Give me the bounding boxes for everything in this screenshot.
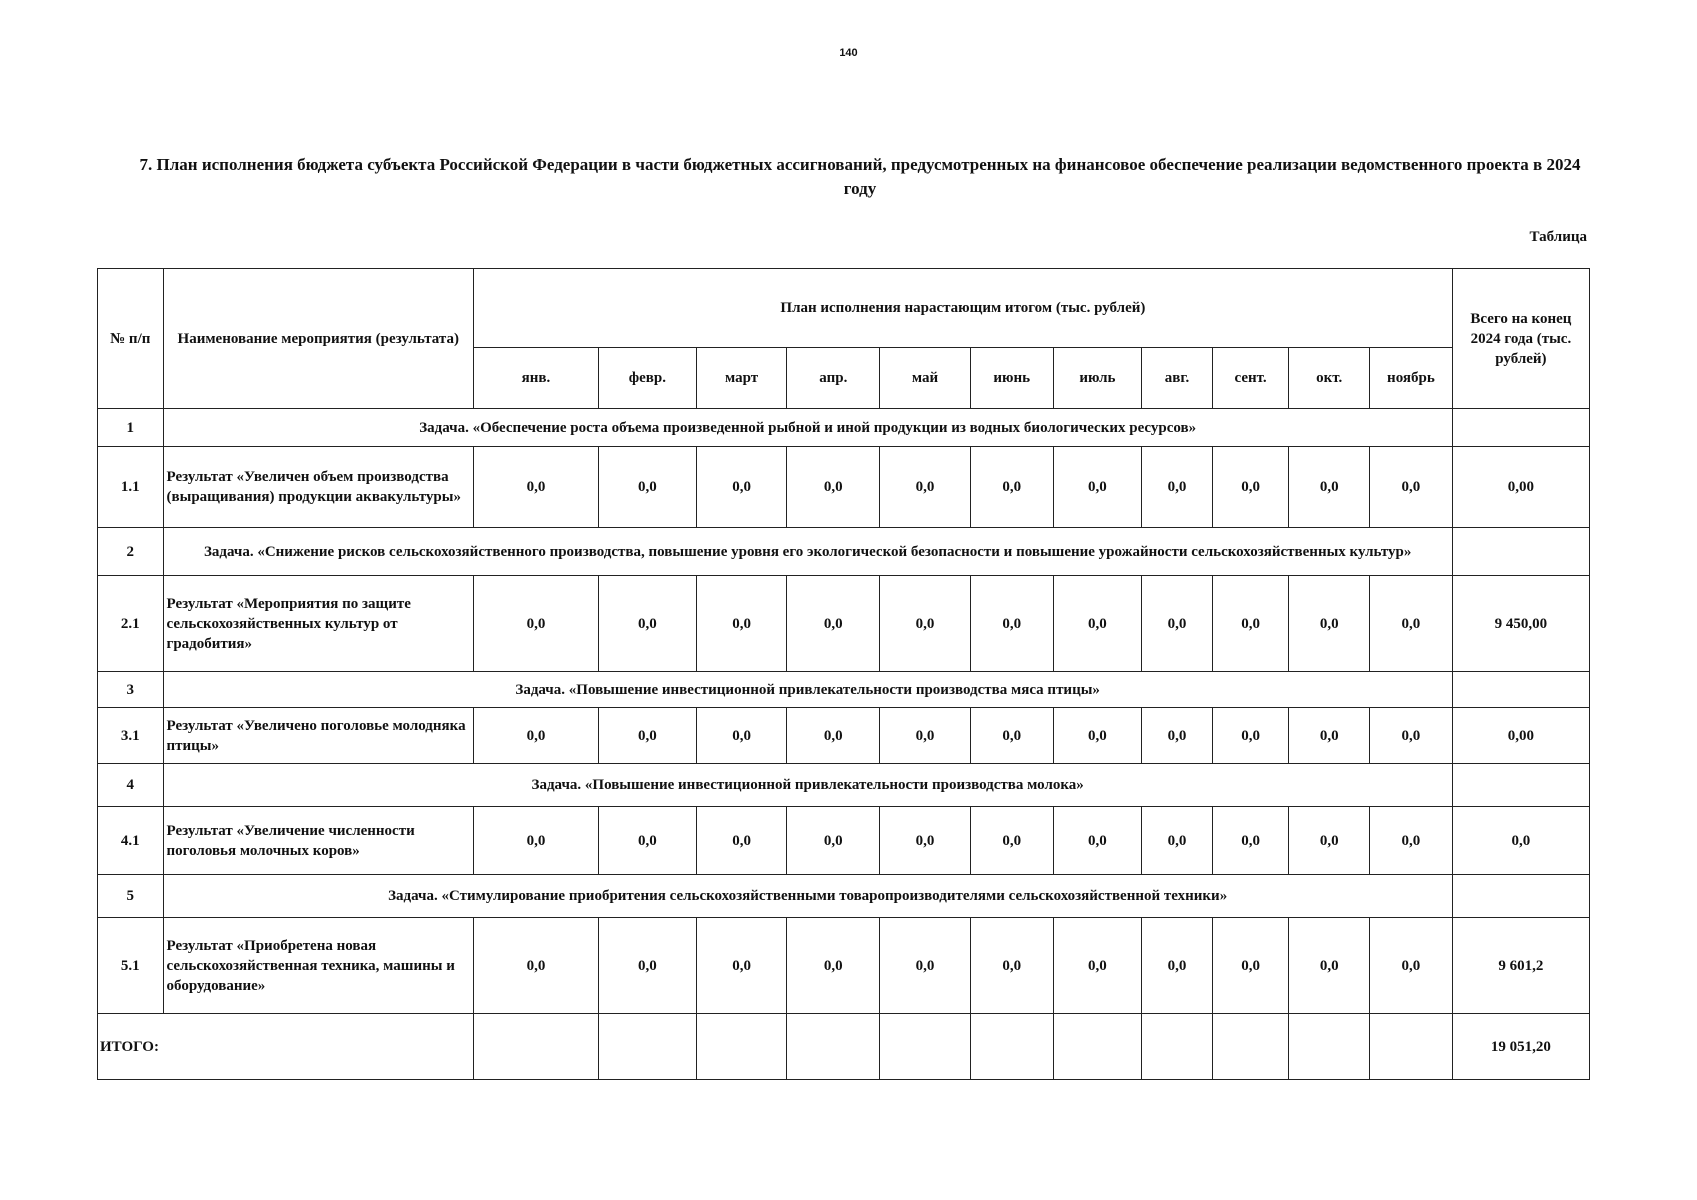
month-value: 0,0	[787, 447, 880, 528]
month-value: 0,0	[1370, 576, 1453, 672]
month-value: 0,0	[1212, 708, 1289, 764]
budget-plan-table	[97, 268, 1590, 1080]
month-value: 0,0	[1212, 918, 1289, 1014]
result-row	[98, 807, 1590, 875]
itogo-empty-cell	[1053, 1014, 1142, 1080]
month-value: 0,0	[1289, 708, 1370, 764]
task-total-empty	[1452, 528, 1589, 576]
month-value: 0,0	[880, 918, 971, 1014]
month-value: 0,0	[473, 447, 598, 528]
result-row	[98, 576, 1590, 672]
month-value: 0,0	[970, 447, 1053, 528]
month-value: 0,0	[1142, 708, 1213, 764]
result-total: 9 601,2	[1452, 918, 1589, 1014]
itogo-empty-cell	[787, 1014, 880, 1080]
month-value: 0,0	[1289, 918, 1370, 1014]
result-row	[98, 447, 1590, 528]
month-value: 0,0	[1370, 807, 1453, 875]
task-title: Задача. «Стимулирование приобритения сельскохозяйственными товаропроизводителями сельскохозяйственной техники»	[163, 875, 1452, 918]
page-title: 7. План исполнения бюджета субъекта Российской Федерации в части бюджетных ассигнований, предусмотренных на финансовое обеспечение реализации ведомственного проекта в 2024 году	[139, 155, 1581, 198]
month-value: 0,0	[970, 918, 1053, 1014]
month-value: 0,0	[598, 447, 696, 528]
itogo-total: 19 051,20	[1452, 1014, 1589, 1080]
month-value: 0,0	[696, 576, 787, 672]
task-num: 1	[98, 409, 164, 447]
itogo-empty-cell	[1212, 1014, 1289, 1080]
month-value: 0,0	[787, 708, 880, 764]
result-num: 1.1	[98, 447, 164, 528]
task-title: Задача. «Повышение инвестиционной привлекательности производства молока»	[163, 764, 1452, 807]
itogo-label: ИТОГО:	[98, 1014, 474, 1080]
task-num: 5	[98, 875, 164, 918]
itogo-empty-cell	[1142, 1014, 1213, 1080]
result-total: 9 450,00	[1452, 576, 1589, 672]
month-value: 0,0	[598, 708, 696, 764]
result-total: 0,00	[1452, 447, 1589, 528]
task-num: 2	[98, 528, 164, 576]
month-value: 0,0	[473, 918, 598, 1014]
month-value: 0,0	[473, 708, 598, 764]
month-value: 0,0	[1289, 447, 1370, 528]
header-plan: План исполнения нарастающим итогом (тыс. рублей)	[473, 269, 1452, 348]
itogo-empty-cell	[696, 1014, 787, 1080]
month-value: 0,0	[696, 447, 787, 528]
month-value: 0,0	[970, 807, 1053, 875]
month-value: 0,0	[970, 708, 1053, 764]
month-value: 0,0	[1212, 807, 1289, 875]
task-row	[98, 764, 1590, 807]
month-value: 0,0	[696, 918, 787, 1014]
month-value: 0,0	[787, 918, 880, 1014]
header-num: № п/п	[98, 269, 164, 409]
result-name: Результат «Приобретена новая сельскохозяйственная техника, машины и оборудование»	[163, 918, 473, 1014]
month-value: 0,0	[880, 807, 971, 875]
task-total-empty	[1452, 875, 1589, 918]
month-value: 0,0	[970, 576, 1053, 672]
itogo-empty-cell	[598, 1014, 696, 1080]
task-row	[98, 409, 1590, 447]
itogo-row	[98, 1014, 1590, 1080]
result-num: 2.1	[98, 576, 164, 672]
itogo-empty-cell	[880, 1014, 971, 1080]
header-month: окт.	[1289, 348, 1370, 409]
result-num: 5.1	[98, 918, 164, 1014]
result-row	[98, 708, 1590, 764]
task-title: Задача. «Обеспечение роста объема произведенной рыбной и иной продукции из водных биологических ресурсов»	[163, 409, 1452, 447]
month-value: 0,0	[880, 708, 971, 764]
header-month: ноябрь	[1370, 348, 1453, 409]
month-value: 0,0	[1370, 708, 1453, 764]
month-value: 0,0	[1289, 807, 1370, 875]
month-value: 0,0	[1053, 447, 1142, 528]
month-value: 0,0	[1053, 708, 1142, 764]
result-name: Результат «Увеличен объем производства (выращивания) продукции аквакультуры»	[163, 447, 473, 528]
result-name: Результат «Увеличено поголовье молодняка птицы»	[163, 708, 473, 764]
result-num: 4.1	[98, 807, 164, 875]
month-value: 0,0	[787, 576, 880, 672]
result-total: 0,00	[1452, 708, 1589, 764]
itogo-empty-cell	[473, 1014, 598, 1080]
task-total-empty	[1452, 672, 1589, 708]
page-number: 140	[839, 47, 858, 59]
result-total: 0,0	[1452, 807, 1589, 875]
result-num: 3.1	[98, 708, 164, 764]
month-value: 0,0	[598, 807, 696, 875]
month-value: 0,0	[1142, 447, 1213, 528]
month-value: 0,0	[1370, 918, 1453, 1014]
month-value: 0,0	[598, 918, 696, 1014]
month-value: 0,0	[696, 708, 787, 764]
task-total-empty	[1452, 764, 1589, 807]
header-month: авг.	[1142, 348, 1213, 409]
month-value: 0,0	[1142, 807, 1213, 875]
month-value: 0,0	[1142, 918, 1213, 1014]
month-value: 0,0	[1212, 576, 1289, 672]
table-caption: Таблица	[1529, 229, 1587, 245]
month-value: 0,0	[598, 576, 696, 672]
header-total: Всего на конец 2024 года (тыс. рублей)	[1452, 269, 1589, 409]
month-value: 0,0	[1370, 447, 1453, 528]
header-month: февр.	[598, 348, 696, 409]
month-value: 0,0	[1053, 576, 1142, 672]
header-month: июнь	[970, 348, 1053, 409]
result-name: Результат «Мероприятия по защите сельскохозяйственных культур от градобития»	[163, 576, 473, 672]
header-month: март	[696, 348, 787, 409]
task-num: 4	[98, 764, 164, 807]
task-title: Задача. «Повышение инвестиционной привлекательности производства мяса птицы»	[163, 672, 1452, 708]
itogo-empty-cell	[970, 1014, 1053, 1080]
task-total-empty	[1452, 409, 1589, 447]
result-row	[98, 918, 1590, 1014]
task-row	[98, 672, 1590, 708]
month-value: 0,0	[696, 807, 787, 875]
header-month: июль	[1053, 348, 1142, 409]
month-value: 0,0	[1289, 576, 1370, 672]
header-month: май	[880, 348, 971, 409]
header-month: сент.	[1212, 348, 1289, 409]
result-name: Результат «Увеличение численности поголовья молочных коров»	[163, 807, 473, 875]
itogo-empty-cell	[1370, 1014, 1453, 1080]
itogo-empty-cell	[1289, 1014, 1370, 1080]
month-value: 0,0	[880, 447, 971, 528]
task-num: 3	[98, 672, 164, 708]
month-value: 0,0	[473, 807, 598, 875]
header-month: янв.	[473, 348, 598, 409]
header-name: Наименование мероприятия (результата)	[163, 269, 473, 409]
task-row	[98, 875, 1590, 918]
task-title: Задача. «Снижение рисков сельскохозяйственного производства, повышение уровня его экологической безопасности и повышение урожайности сельскохозяйственных культур»	[163, 528, 1452, 576]
task-row	[98, 528, 1590, 576]
month-value: 0,0	[473, 576, 598, 672]
month-value: 0,0	[1053, 918, 1142, 1014]
month-value: 0,0	[880, 576, 971, 672]
header-month: апр.	[787, 348, 880, 409]
month-value: 0,0	[1142, 576, 1213, 672]
month-value: 0,0	[787, 807, 880, 875]
month-value: 0,0	[1212, 447, 1289, 528]
month-value: 0,0	[1053, 807, 1142, 875]
